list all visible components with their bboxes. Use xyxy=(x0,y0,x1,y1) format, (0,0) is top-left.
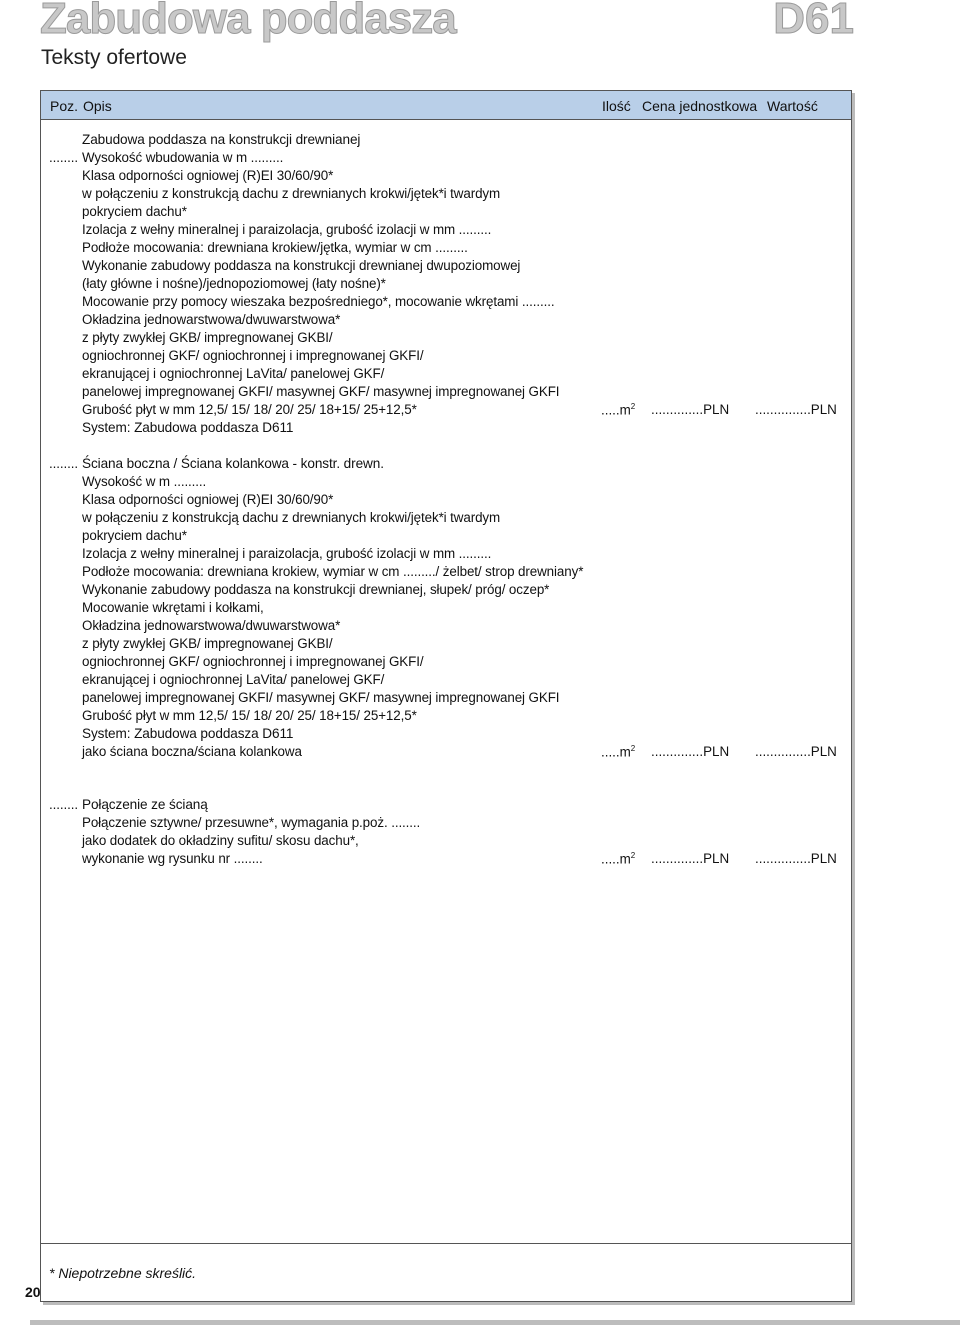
section-2-unit-price: ..............PLN xyxy=(651,744,730,759)
section-1-line: Grubość płyt w mm 12,5/ 15/ 18/ 20/ 25/ 18+15/ 25+12,5* xyxy=(82,402,417,417)
section-1-line: ogniochronnej GKF/ ogniochronnej i impregnowanej GKFI/ xyxy=(82,348,424,363)
section-2-line: Izolacja z wełny mineralnej i paraizolacja, grubość izolacji w mm ......... xyxy=(82,546,492,561)
section-1-line: (łaty główne i nośne)/jednopoziomowej (łaty nośne)* xyxy=(82,276,386,291)
footnote-divider xyxy=(40,1243,852,1244)
section-1-title: Zabudowa poddasza na konstrukcji drewnianej xyxy=(82,132,361,147)
section-1-line: Wykonanie zabudowy poddasza na konstrukcji drewnianej dwupoziomowej xyxy=(82,258,521,273)
section-3-line: jako dodatek do okładziny sufitu/ skosu dachu*, xyxy=(82,833,359,848)
table-header xyxy=(41,91,851,120)
section-1-line: Wysokość wbudowania w m ......... xyxy=(82,150,284,165)
section-2-qty: $.....m^2$ xyxy=(601,744,636,760)
header-cena: Cena jednostkowa xyxy=(642,98,758,114)
section-1-value: ...............PLN xyxy=(755,402,837,417)
footnote: * Niepotrzebne skreślić. xyxy=(49,1265,197,1281)
section-2-line: panelowej impregnowanej GKFI/ masywnej GKF/ masywnej impregnowanej GKFI xyxy=(82,690,560,705)
document-title: Zabudowa poddasza xyxy=(40,0,456,43)
section-1-unit-price: ..............PLN xyxy=(651,402,730,417)
section-2-line: Grubość płyt w mm 12,5/ 15/ 18/ 20/ 25/ 18+15/ 25+12,5* xyxy=(82,708,417,723)
section-2-line: Mocowanie wkrętami i kołkami, xyxy=(82,600,264,615)
section-3-line: Połączenie sztywne/ przesuwne*, wymagania p.poż. ........ xyxy=(82,815,421,830)
section-1-line: Klasa odporności ogniowej (R)EI 30/60/90* xyxy=(82,168,334,183)
section-2-line: Okładzina jednowarstwowa/dwuwarstwowa* xyxy=(82,618,341,633)
header-opis: Opis xyxy=(83,98,112,114)
section-2-line: ogniochronnej GKF/ ogniochronnej i impregnowanej GKFI/ xyxy=(82,654,424,669)
section-3-line: wykonanie wg rysunku nr ........ xyxy=(82,851,263,866)
section-3-title: Połączenie ze ścianą xyxy=(82,797,208,812)
document-subtitle: Teksty ofertowe xyxy=(41,46,187,69)
section-2-line: w połączeniu z konstrukcją dachu z drewnianych krokwi/jętek*i twardym xyxy=(82,510,501,525)
section-1-line: z płyty zwykłej GKB/ impregnowanej GKBI/ xyxy=(82,330,333,345)
section-2-line: z płyty zwykłej GKB/ impregnowanej GKBI/ xyxy=(82,636,333,651)
section-1-qty: $.....m^2$ xyxy=(601,402,636,418)
header-poz: Poz. xyxy=(50,98,79,114)
section-2-line: jako ściana boczna/ściana kolankowa xyxy=(82,744,302,759)
section-2-value: ...............PLN xyxy=(755,744,837,759)
section-2-line: pokryciem dachu* xyxy=(82,528,187,543)
section-1-line: pokryciem dachu* xyxy=(82,204,187,219)
section-3-value: ...............PLN xyxy=(755,851,837,866)
section-3-unit-price: ..............PLN xyxy=(651,851,730,866)
section-1-line: Izolacja z wełny mineralnej i paraizolacja, grubość izolacji w mm ......... xyxy=(82,222,492,237)
section-3-qty: $.....m^2$ xyxy=(601,851,636,867)
section-2-line: Klasa odporności ogniowej (R)EI 30/60/90* xyxy=(82,492,334,507)
document-code: D61 xyxy=(773,0,854,43)
section-2-line: Wykonanie zabudowy poddasza na konstrukcji drewnianej, słupek/ próg/ oczep* xyxy=(82,582,550,597)
section-2-title: Ściana boczna / Ściana kolankowa - konstr. drewn. xyxy=(82,456,384,471)
section-1-line: ekranującej i ogniochronnej LaVita/ panelowej GKF/ xyxy=(82,366,385,381)
section-2-line: ekranującej i ogniochronnej LaVita/ panelowej GKF/ xyxy=(82,672,385,687)
section-1-line: w połączeniu z konstrukcją dachu z drewnianych krokwi/jętek*i twardym xyxy=(82,186,501,201)
section-3-pos: ........ xyxy=(49,797,78,812)
section-1-line: Podłoże mocowania: drewniana krokiew/jętka, wymiar w cm ......... xyxy=(82,240,468,255)
section-1-line: panelowej impregnowanej GKFI/ masywnej GKF/ masywnej impregnowanej GKFI xyxy=(82,384,560,399)
section-1-line: Mocowanie przy pomocy wieszaka bezpośredniego*, mocowanie wkrętami ......... xyxy=(82,294,555,309)
header-ilosc: Ilość xyxy=(602,98,631,114)
section-1-system: System: Zabudowa poddasza D611 xyxy=(82,420,294,435)
page-number: 20 xyxy=(25,1284,41,1300)
section-2-pos: ........ xyxy=(49,456,78,471)
header-wartosc: Wartość xyxy=(767,98,818,114)
section-2-system: System: Zabudowa poddasza D611 xyxy=(82,726,294,741)
section-2-line: Wysokość w m ......... xyxy=(82,474,207,489)
section-1-pos: ........ xyxy=(49,150,78,165)
bottom-bar xyxy=(30,1320,960,1325)
section-1-line: Okładzina jednowarstwowa/dwuwarstwowa* xyxy=(82,312,341,327)
section-2-line: Podłoże mocowania: drewniana krokiew, wymiar w cm ........./ żelbet/ strop drewniany* xyxy=(82,564,584,579)
